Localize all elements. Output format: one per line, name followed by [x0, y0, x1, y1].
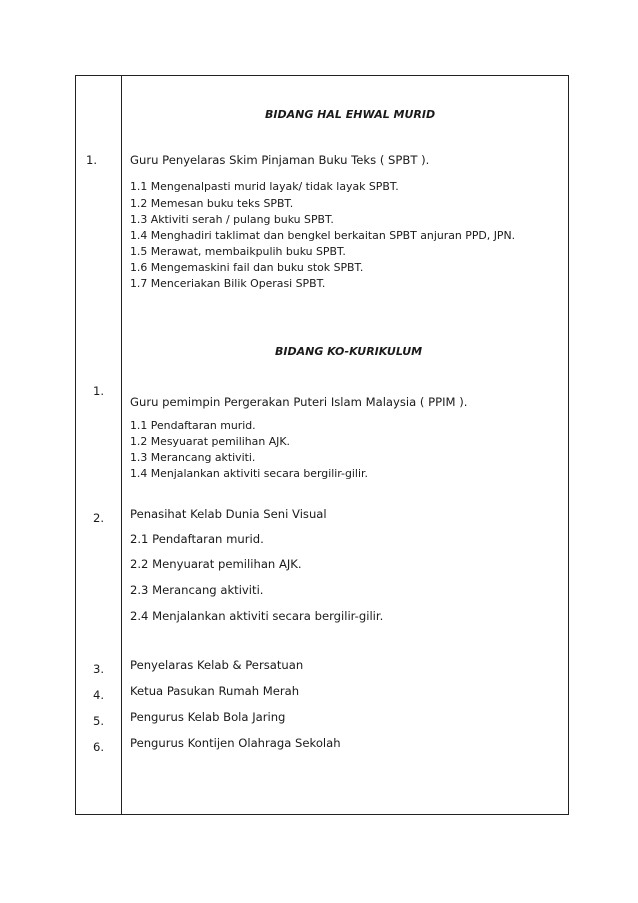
duty-item: 2.4 Menjalankan aktiviti secara bergilir-gilir.: [130, 609, 384, 623]
duty-item: 1.6 Mengemaskini fail dan buku stok SPBT.: [130, 261, 364, 274]
duty-item: 1.3 Merancang aktiviti.: [130, 451, 256, 464]
duty-item: 1.1 Mengenalpasti murid layak/ tidak layak SPBT.: [130, 180, 399, 193]
row-number: 1.: [86, 153, 98, 167]
duty-title: Pengurus Kontijen Olahraga Sekolah: [130, 736, 341, 750]
duty-item: 1.5 Merawat, membaikpulih buku SPBT.: [130, 245, 346, 258]
duty-title: Ketua Pasukan Rumah Merah: [130, 684, 300, 698]
duty-item: 1.3 Aktiviti serah / pulang buku SPBT.: [130, 213, 334, 226]
duty-title: Penyelaras Kelab & Persatuan: [130, 658, 304, 672]
row-number: 1.: [93, 384, 105, 398]
duty-item: 1.4 Menjalankan aktiviti secara bergilir-gilir.: [130, 467, 368, 480]
duty-item: 1.2 Mesyuarat pemilihan AJK.: [130, 435, 290, 448]
duty-item: 1.1 Pendaftaran murid.: [130, 419, 256, 432]
duty-title: Guru Penyelaras Skim Pinjaman Buku Teks ( SPBT ).: [130, 153, 430, 167]
section-heading-hem: BIDANG HAL EHWAL MURID: [265, 108, 436, 121]
column-divider: [121, 75, 122, 815]
duty-item: 1.2 Memesan buku teks SPBT.: [130, 197, 294, 210]
duty-item: 1.7 Menceriakan Bilik Operasi SPBT.: [130, 277, 326, 290]
duty-item: 2.1 Pendaftaran murid.: [130, 532, 264, 546]
duty-item: 1.4 Menghadiri taklimat dan bengkel berkaitan SPBT anjuran PPD, JPN.: [130, 229, 516, 242]
row-number: 4.: [93, 688, 105, 702]
duty-title: Penasihat Kelab Dunia Seni Visual: [130, 507, 327, 521]
duty-title: Pengurus Kelab Bola Jaring: [130, 710, 286, 724]
duty-item: 2.2 Menyuarat pemilihan AJK.: [130, 557, 302, 571]
row-number: 6.: [93, 740, 105, 754]
row-number: 3.: [93, 662, 105, 676]
duty-item: 2.3 Merancang aktiviti.: [130, 583, 264, 597]
duty-title: Guru pemimpin Pergerakan Puteri Islam Malaysia ( PPIM ).: [130, 395, 468, 409]
row-number: 2.: [93, 511, 105, 525]
row-number: 5.: [93, 714, 105, 728]
section-heading-kokurikulum: BIDANG KO-KURIKULUM: [275, 345, 423, 358]
